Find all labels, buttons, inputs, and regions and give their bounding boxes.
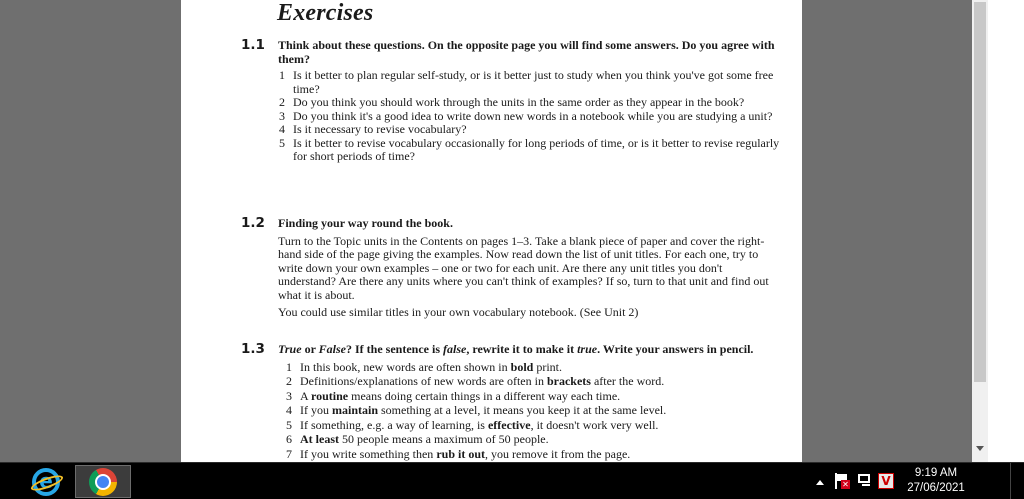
show-hidden-icons-arrow-icon[interactable] (816, 480, 824, 485)
taskbar-app-internet-explorer[interactable] (18, 465, 74, 498)
list-item: 1 In this book, new words are often shown in bold print. (286, 359, 562, 374)
system-clock[interactable] (900, 466, 972, 496)
page-heading: Exercises (277, 0, 374, 26)
list-item: 1 Is it better to plan regular self-study, or is it better just to study when you think you've got some free time? (279, 68, 774, 96)
exercise-1-1-intro: Think about these questions. On the opposite page you will find some answers. Do you agree with them? (278, 38, 775, 66)
exercise-1-2-paragraph: Turn to the Topic units in the Contents on pages 1–3. Take a blank piece of paper and cover the right-hand side of the page giving the examples. Now read down the list of unit titles. For each one, try to write down your own examples – one or two for each unit. Are there any unit titles you don't understand? Are there any units where you can't think of examples? If so, turn to that unit and find out what it is about. (278, 233, 769, 302)
scroll-down-arrow-icon[interactable] (976, 446, 984, 451)
network-icon[interactable] (858, 474, 874, 488)
action-center-flag-icon[interactable]: ✕ (834, 473, 850, 489)
window-edge (988, 0, 1024, 462)
list-item: 4 If you maintain something at a level, it means you keep it at the same level. (286, 403, 667, 417)
scrollbar-thumb[interactable] (974, 2, 986, 382)
internet-explorer-icon: e (32, 468, 60, 496)
chrome-icon (89, 468, 117, 496)
list-item: 2 Definitions/explanations of new words are often in brackets after the word. (286, 374, 665, 388)
exercise-1-2-note: You could use similar titles in your own vocabulary notebook. (See Unit 2) (278, 305, 639, 319)
list-item: 2 Do you think you should work through the units in the same order as they appear in the book? (279, 95, 745, 109)
vertical-scrollbar[interactable] (972, 0, 988, 462)
clock-date: 27/06/2021 (907, 482, 965, 494)
exercise-number-1-3: 1.3 (241, 341, 265, 357)
list-item: 7 If you write something then rub it out, you remove it from the page. (286, 446, 631, 461)
exercise-1-1 (278, 39, 783, 164)
list-item: 3 Do you think it's a good idea to write down new words in a notebook while you are studying a unit? (279, 108, 773, 123)
exercise-number-1-1: 1.1 (241, 37, 265, 53)
taskbar-app-chrome[interactable] (75, 465, 131, 498)
clock-time: 9:19 AM (914, 467, 958, 479)
list-item: 3 A routine means doing certain things in a different way each time. (286, 388, 621, 403)
list-item: 6 At least 50 people means a maximum of 50 people. (286, 432, 549, 446)
list-item: 5 Is it better to revise vocabulary occasionally for long periods of time, or is it better to revise regularly for short periods of time? (279, 135, 780, 163)
exercise-1-2 (278, 217, 783, 320)
taskbar (0, 462, 1024, 499)
antivirus-icon[interactable]: V (878, 473, 894, 489)
exercise-1-3-intro: True or False? If the sentence is false, rewrite it to make it true. Write your answers in pencil. (278, 342, 754, 356)
exercise-number-1-2: 1.2 (241, 215, 265, 231)
exercise-1-2-title: Finding your way round the book. (278, 216, 453, 230)
list-item: 4 Is it necessary to revise vocabulary? (279, 122, 467, 136)
show-desktop-button[interactable] (1010, 463, 1024, 499)
document-page (181, 0, 802, 462)
list-item: 5 If something, e.g. a way of learning, is effective, it doesn't work very well. (286, 417, 659, 432)
exercise-1-3 (278, 343, 783, 461)
